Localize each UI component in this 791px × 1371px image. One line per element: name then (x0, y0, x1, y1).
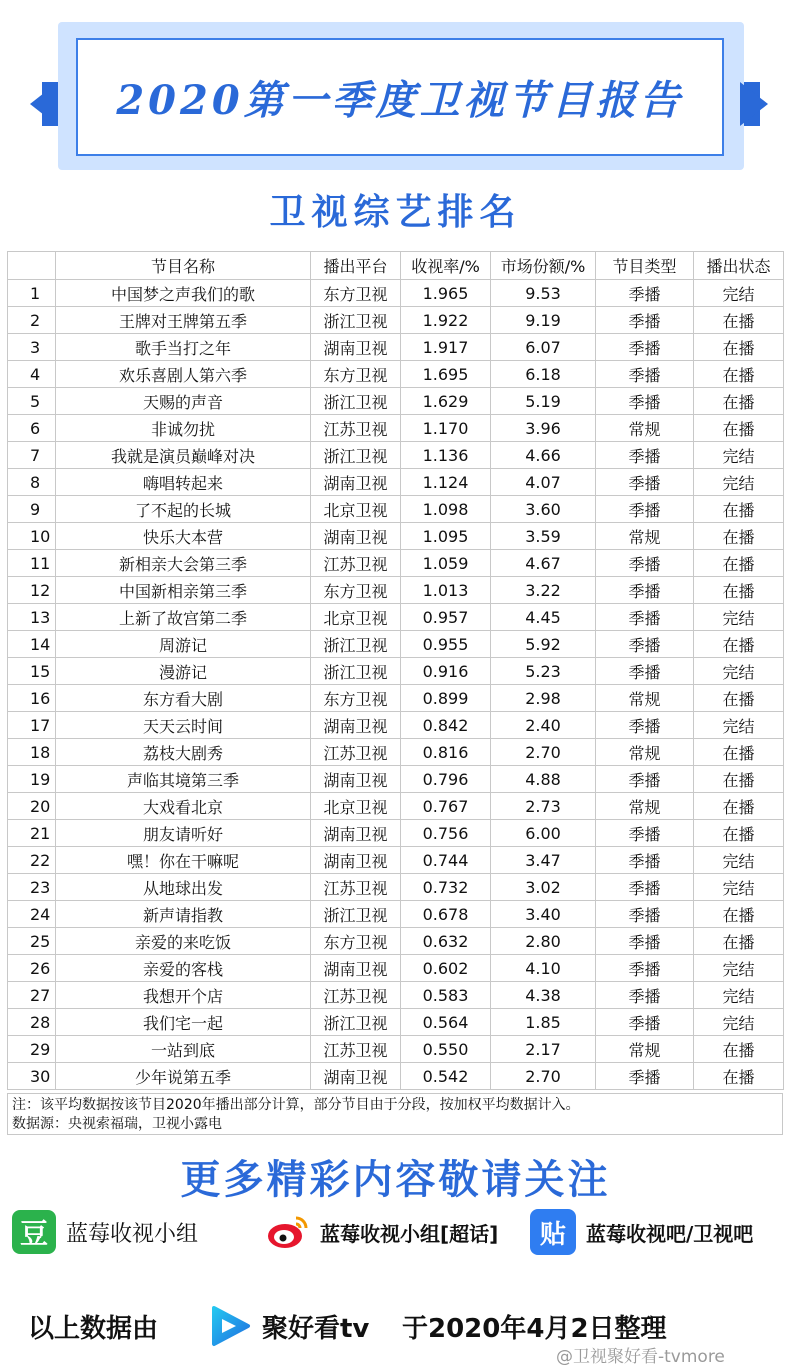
ranking-table (7, 251, 784, 1090)
cell-program-type: 季播 (596, 658, 694, 685)
cell-program-type: 常规 (596, 523, 694, 550)
cell-market-share: 2.98 (491, 685, 596, 712)
cell-program-name: 嘿！你在干嘛呢 (56, 847, 311, 874)
cell-platform: 江苏卫视 (311, 550, 401, 577)
cell-rank: 22 (8, 847, 56, 874)
table-row (8, 847, 784, 874)
cell-program-name: 中国梦之声我们的歌 (56, 280, 311, 307)
cell-platform: 东方卫视 (311, 928, 401, 955)
cell-status: 完结 (694, 604, 784, 631)
cell-status: 在播 (694, 1036, 784, 1063)
cell-rating: 1.695 (401, 361, 491, 388)
cell-program-type: 季播 (596, 334, 694, 361)
cell-program-type: 常规 (596, 739, 694, 766)
left-arrow-icon (30, 82, 58, 126)
cell-rating: 0.916 (401, 658, 491, 685)
cell-program-type: 季播 (596, 631, 694, 658)
table-row (8, 1036, 784, 1063)
table-row (8, 712, 784, 739)
cell-status: 在播 (694, 496, 784, 523)
cell-rank: 24 (8, 901, 56, 928)
cell-status: 在播 (694, 523, 784, 550)
cell-market-share: 2.40 (491, 712, 596, 739)
cell-rank: 11 (8, 550, 56, 577)
cell-rank: 2 (8, 307, 56, 334)
table-row (8, 631, 784, 658)
cell-status: 在播 (694, 793, 784, 820)
cell-status: 在播 (694, 577, 784, 604)
tieba-icon: 贴 (530, 1209, 576, 1255)
notes-box (7, 1093, 783, 1135)
cell-status: 完结 (694, 442, 784, 469)
cell-platform: 东方卫视 (311, 577, 401, 604)
cell-program-name: 荔枝大剧秀 (56, 739, 311, 766)
cell-program-name: 欢乐喜剧人第六季 (56, 361, 311, 388)
play-icon (208, 1304, 252, 1348)
cell-program-type: 季播 (596, 847, 694, 874)
cell-program-name: 少年说第五季 (56, 1063, 311, 1090)
header-status: 播出状态 (694, 252, 784, 280)
cell-program-name: 歌手当打之年 (56, 334, 311, 361)
cell-status: 在播 (694, 820, 784, 847)
follow-title: 更多精彩内容敬请关注 (180, 1157, 611, 1203)
table-row (8, 658, 784, 685)
cell-platform: 湖南卫视 (311, 1063, 401, 1090)
cell-market-share: 3.96 (491, 415, 596, 442)
cell-rank: 9 (8, 496, 56, 523)
cell-rank: 23 (8, 874, 56, 901)
cell-market-share: 4.10 (491, 955, 596, 982)
cell-program-name: 天天云时间 (56, 712, 311, 739)
cell-market-share: 2.17 (491, 1036, 596, 1063)
cell-market-share: 4.07 (491, 469, 596, 496)
cell-program-type: 季播 (596, 469, 694, 496)
cell-market-share: 2.70 (491, 739, 596, 766)
cell-status: 完结 (694, 469, 784, 496)
cell-program-name: 我们宅一起 (56, 1009, 311, 1036)
cell-rating: 1.098 (401, 496, 491, 523)
cell-rank: 15 (8, 658, 56, 685)
cell-rating: 1.917 (401, 334, 491, 361)
cell-status: 完结 (694, 955, 784, 982)
cell-rating: 1.124 (401, 469, 491, 496)
cell-status: 在播 (694, 631, 784, 658)
cell-platform: 浙江卫视 (311, 658, 401, 685)
header-rating: 收视率/% (401, 252, 491, 280)
cell-program-name: 亲爱的客栈 (56, 955, 311, 982)
table-row (8, 955, 784, 982)
cell-market-share: 4.66 (491, 442, 596, 469)
table-row (8, 442, 784, 469)
cell-market-share: 6.18 (491, 361, 596, 388)
cell-market-share: 3.47 (491, 847, 596, 874)
table-row (8, 793, 784, 820)
cell-program-type: 季播 (596, 388, 694, 415)
cell-status: 完结 (694, 712, 784, 739)
cell-market-share: 9.19 (491, 307, 596, 334)
table-row (8, 550, 784, 577)
cell-program-type: 季播 (596, 766, 694, 793)
cell-program-type: 季播 (596, 280, 694, 307)
footer-brand: 聚好看tv (262, 1314, 370, 1344)
cell-program-type: 季播 (596, 1063, 694, 1090)
cell-rating: 0.744 (401, 847, 491, 874)
cell-program-name: 朋友请听好 (56, 820, 311, 847)
cell-program-type: 常规 (596, 685, 694, 712)
table-row (8, 901, 784, 928)
cell-program-type: 季播 (596, 442, 694, 469)
douban-icon: 豆 (12, 1210, 56, 1254)
table-row (8, 523, 784, 550)
cell-program-type: 季播 (596, 307, 694, 334)
table-row (8, 388, 784, 415)
weibo-icon (266, 1214, 310, 1250)
cell-program-type: 季播 (596, 712, 694, 739)
table-row (8, 739, 784, 766)
cell-program-type: 季播 (596, 577, 694, 604)
cell-rank: 25 (8, 928, 56, 955)
cell-market-share: 3.59 (491, 523, 596, 550)
table-row (8, 820, 784, 847)
header-program-type: 节目类型 (596, 252, 694, 280)
cell-program-name: 漫游记 (56, 658, 311, 685)
table-row (8, 1063, 784, 1090)
cell-platform: 北京卫视 (311, 793, 401, 820)
cell-program-type: 季播 (596, 604, 694, 631)
cell-rating: 0.796 (401, 766, 491, 793)
cell-program-type: 季播 (596, 1009, 694, 1036)
cell-market-share: 3.60 (491, 496, 596, 523)
header-market-share: 市场份额/% (491, 252, 596, 280)
cell-platform: 浙江卫视 (311, 442, 401, 469)
cell-platform: 江苏卫视 (311, 739, 401, 766)
cell-status: 在播 (694, 415, 784, 442)
cell-market-share: 3.02 (491, 874, 596, 901)
cell-platform: 东方卫视 (311, 280, 401, 307)
cell-program-name: 新相亲大会第三季 (56, 550, 311, 577)
cell-rating: 0.957 (401, 604, 491, 631)
header-rank (8, 252, 56, 280)
cell-program-name: 东方看大剧 (56, 685, 311, 712)
cell-rating: 0.602 (401, 955, 491, 982)
cell-rating: 0.564 (401, 1009, 491, 1036)
table-row (8, 361, 784, 388)
cell-market-share: 3.22 (491, 577, 596, 604)
table-row (8, 766, 784, 793)
cell-rank: 12 (8, 577, 56, 604)
cell-rating: 1.965 (401, 280, 491, 307)
cell-status: 在播 (694, 901, 784, 928)
cell-rank: 3 (8, 334, 56, 361)
cell-rating: 0.756 (401, 820, 491, 847)
weibo-group[interactable] (266, 1206, 498, 1258)
cell-platform: 湖南卫视 (311, 712, 401, 739)
header-program-name: 节目名称 (56, 252, 311, 280)
cell-market-share: 4.38 (491, 982, 596, 1009)
cell-market-share: 6.00 (491, 820, 596, 847)
cell-status: 在播 (694, 766, 784, 793)
cell-market-share: 2.80 (491, 928, 596, 955)
douban-label: 蓝莓收视小组 (66, 1221, 199, 1247)
cell-platform: 湖南卫视 (311, 766, 401, 793)
table-row (8, 577, 784, 604)
report-title: 2020第一季度卫视节目报告 (116, 76, 684, 124)
cell-rank: 10 (8, 523, 56, 550)
cell-market-share: 4.88 (491, 766, 596, 793)
table-row (8, 982, 784, 1009)
cell-rating: 1.095 (401, 523, 491, 550)
footer-prefix: 以上数据由 (28, 1314, 159, 1344)
cell-rating: 1.059 (401, 550, 491, 577)
cell-program-type: 常规 (596, 1036, 694, 1063)
cell-program-name: 亲爱的来吃饭 (56, 928, 311, 955)
cell-program-name: 嗨唱转起来 (56, 469, 311, 496)
cell-rank: 29 (8, 1036, 56, 1063)
cell-rating: 0.955 (401, 631, 491, 658)
cell-rating: 1.136 (401, 442, 491, 469)
cell-rating: 1.629 (401, 388, 491, 415)
cell-rating: 0.816 (401, 739, 491, 766)
cell-program-type: 季播 (596, 901, 694, 928)
cell-program-name: 上新了故宫第二季 (56, 604, 311, 631)
cell-program-type: 季播 (596, 874, 694, 901)
cell-market-share: 9.53 (491, 280, 596, 307)
cell-status: 在播 (694, 928, 784, 955)
table-row (8, 280, 784, 307)
table-header-row (8, 252, 784, 280)
cell-program-name: 天赐的声音 (56, 388, 311, 415)
cell-program-name: 中国新相亲第三季 (56, 577, 311, 604)
table-row (8, 685, 784, 712)
cell-rank: 13 (8, 604, 56, 631)
cell-status: 完结 (694, 847, 784, 874)
cell-program-name: 我想开个店 (56, 982, 311, 1009)
cell-rank: 18 (8, 739, 56, 766)
cell-status: 完结 (694, 658, 784, 685)
cell-rating: 0.767 (401, 793, 491, 820)
cell-program-type: 季播 (596, 928, 694, 955)
cell-rating: 1.170 (401, 415, 491, 442)
cell-market-share: 3.40 (491, 901, 596, 928)
cell-rating: 0.732 (401, 874, 491, 901)
cell-rank: 14 (8, 631, 56, 658)
cell-rating: 0.632 (401, 928, 491, 955)
cell-program-name: 我就是演员巅峰对决 (56, 442, 311, 469)
cell-program-type: 季播 (596, 361, 694, 388)
table-row (8, 928, 784, 955)
weibo-label: 蓝莓收视小组[超话] (320, 1221, 499, 1246)
watermark: @卫视聚好看-tvmore (556, 1347, 725, 1367)
cell-platform: 湖南卫视 (311, 469, 401, 496)
cell-rating: 0.842 (401, 712, 491, 739)
cell-rating: 1.013 (401, 577, 491, 604)
cell-rank: 8 (8, 469, 56, 496)
cell-market-share: 2.70 (491, 1063, 596, 1090)
table-row (8, 604, 784, 631)
cell-platform: 江苏卫视 (311, 415, 401, 442)
douban-group[interactable] (12, 1206, 198, 1258)
cell-program-name: 非诚勿扰 (56, 415, 311, 442)
section-title: 卫视综艺排名 (269, 192, 522, 233)
cell-platform: 北京卫视 (311, 604, 401, 631)
cell-market-share: 5.92 (491, 631, 596, 658)
cell-status: 完结 (694, 874, 784, 901)
table-row (8, 415, 784, 442)
cell-status: 完结 (694, 280, 784, 307)
cell-status: 在播 (694, 334, 784, 361)
cell-program-name: 新声请指教 (56, 901, 311, 928)
cell-status: 在播 (694, 388, 784, 415)
cell-rank: 27 (8, 982, 56, 1009)
cell-platform: 湖南卫视 (311, 334, 401, 361)
cell-rank: 21 (8, 820, 56, 847)
table-row (8, 1009, 784, 1036)
cell-program-type: 季播 (596, 982, 694, 1009)
cell-rank: 1 (8, 280, 56, 307)
data-source: 数据源：央视索福瑞，卫视小露电 (12, 1116, 222, 1132)
cell-program-name: 声临其境第三季 (56, 766, 311, 793)
cell-program-name: 快乐大本营 (56, 523, 311, 550)
tieba-group[interactable] (530, 1206, 753, 1258)
footer-date: 于2020年4月2日整理 (402, 1314, 667, 1344)
table-row (8, 307, 784, 334)
cell-program-name: 王牌对王牌第五季 (56, 307, 311, 334)
cell-status: 在播 (694, 685, 784, 712)
cell-rank: 5 (8, 388, 56, 415)
cell-platform: 浙江卫视 (311, 388, 401, 415)
cell-status: 在播 (694, 361, 784, 388)
cell-rating: 1.922 (401, 307, 491, 334)
cell-rating: 0.542 (401, 1063, 491, 1090)
cell-platform: 浙江卫视 (311, 631, 401, 658)
table-row (8, 334, 784, 361)
cell-program-type: 常规 (596, 415, 694, 442)
cell-platform: 东方卫视 (311, 685, 401, 712)
cell-platform: 江苏卫视 (311, 1036, 401, 1063)
cell-market-share: 1.85 (491, 1009, 596, 1036)
cell-status: 在播 (694, 307, 784, 334)
cell-rating: 0.899 (401, 685, 491, 712)
cell-rank: 7 (8, 442, 56, 469)
cell-rank: 28 (8, 1009, 56, 1036)
cell-platform: 东方卫视 (311, 361, 401, 388)
cell-rank: 26 (8, 955, 56, 982)
cell-program-name: 大戏看北京 (56, 793, 311, 820)
cell-platform: 湖南卫视 (311, 847, 401, 874)
cell-rank: 19 (8, 766, 56, 793)
cell-rank: 30 (8, 1063, 56, 1090)
cell-rank: 6 (8, 415, 56, 442)
cell-program-type: 季播 (596, 820, 694, 847)
cell-status: 在播 (694, 550, 784, 577)
cell-program-type: 季播 (596, 550, 694, 577)
cell-platform: 湖南卫视 (311, 523, 401, 550)
cell-platform: 湖南卫视 (311, 955, 401, 982)
cell-rank: 20 (8, 793, 56, 820)
cell-program-name: 了不起的长城 (56, 496, 311, 523)
cell-market-share: 4.67 (491, 550, 596, 577)
cell-platform: 江苏卫视 (311, 874, 401, 901)
cell-rating: 0.583 (401, 982, 491, 1009)
cell-status: 在播 (694, 1063, 784, 1090)
cell-market-share: 5.19 (491, 388, 596, 415)
table-row (8, 874, 784, 901)
cell-platform: 浙江卫视 (311, 1009, 401, 1036)
cell-status: 完结 (694, 1009, 784, 1036)
cell-rating: 0.550 (401, 1036, 491, 1063)
cell-market-share: 2.73 (491, 793, 596, 820)
table-row (8, 469, 784, 496)
cell-platform: 浙江卫视 (311, 307, 401, 334)
cell-program-type: 季播 (596, 955, 694, 982)
header-platform: 播出平台 (311, 252, 401, 280)
cell-rank: 17 (8, 712, 56, 739)
cell-platform: 浙江卫视 (311, 901, 401, 928)
cell-program-name: 从地球出发 (56, 874, 311, 901)
cell-market-share: 6.07 (491, 334, 596, 361)
cell-rank: 16 (8, 685, 56, 712)
cell-platform: 江苏卫视 (311, 982, 401, 1009)
cell-platform: 湖南卫视 (311, 820, 401, 847)
right-arrow-icon (740, 82, 768, 126)
table-row (8, 496, 784, 523)
footnote: 注：该平均数据按该节目2020年播出部分计算，部分节目由于分段，按加权平均数据计入。 (12, 1097, 580, 1113)
cell-rating: 0.678 (401, 901, 491, 928)
cell-platform: 北京卫视 (311, 496, 401, 523)
cell-program-name: 周游记 (56, 631, 311, 658)
cell-program-name: 一站到底 (56, 1036, 311, 1063)
tieba-label: 蓝莓收视吧/卫视吧 (586, 1221, 754, 1246)
cell-status: 完结 (694, 982, 784, 1009)
cell-status: 在播 (694, 739, 784, 766)
cell-program-type: 季播 (596, 496, 694, 523)
cell-market-share: 5.23 (491, 658, 596, 685)
cell-market-share: 4.45 (491, 604, 596, 631)
cell-rank: 4 (8, 361, 56, 388)
cell-program-type: 常规 (596, 793, 694, 820)
